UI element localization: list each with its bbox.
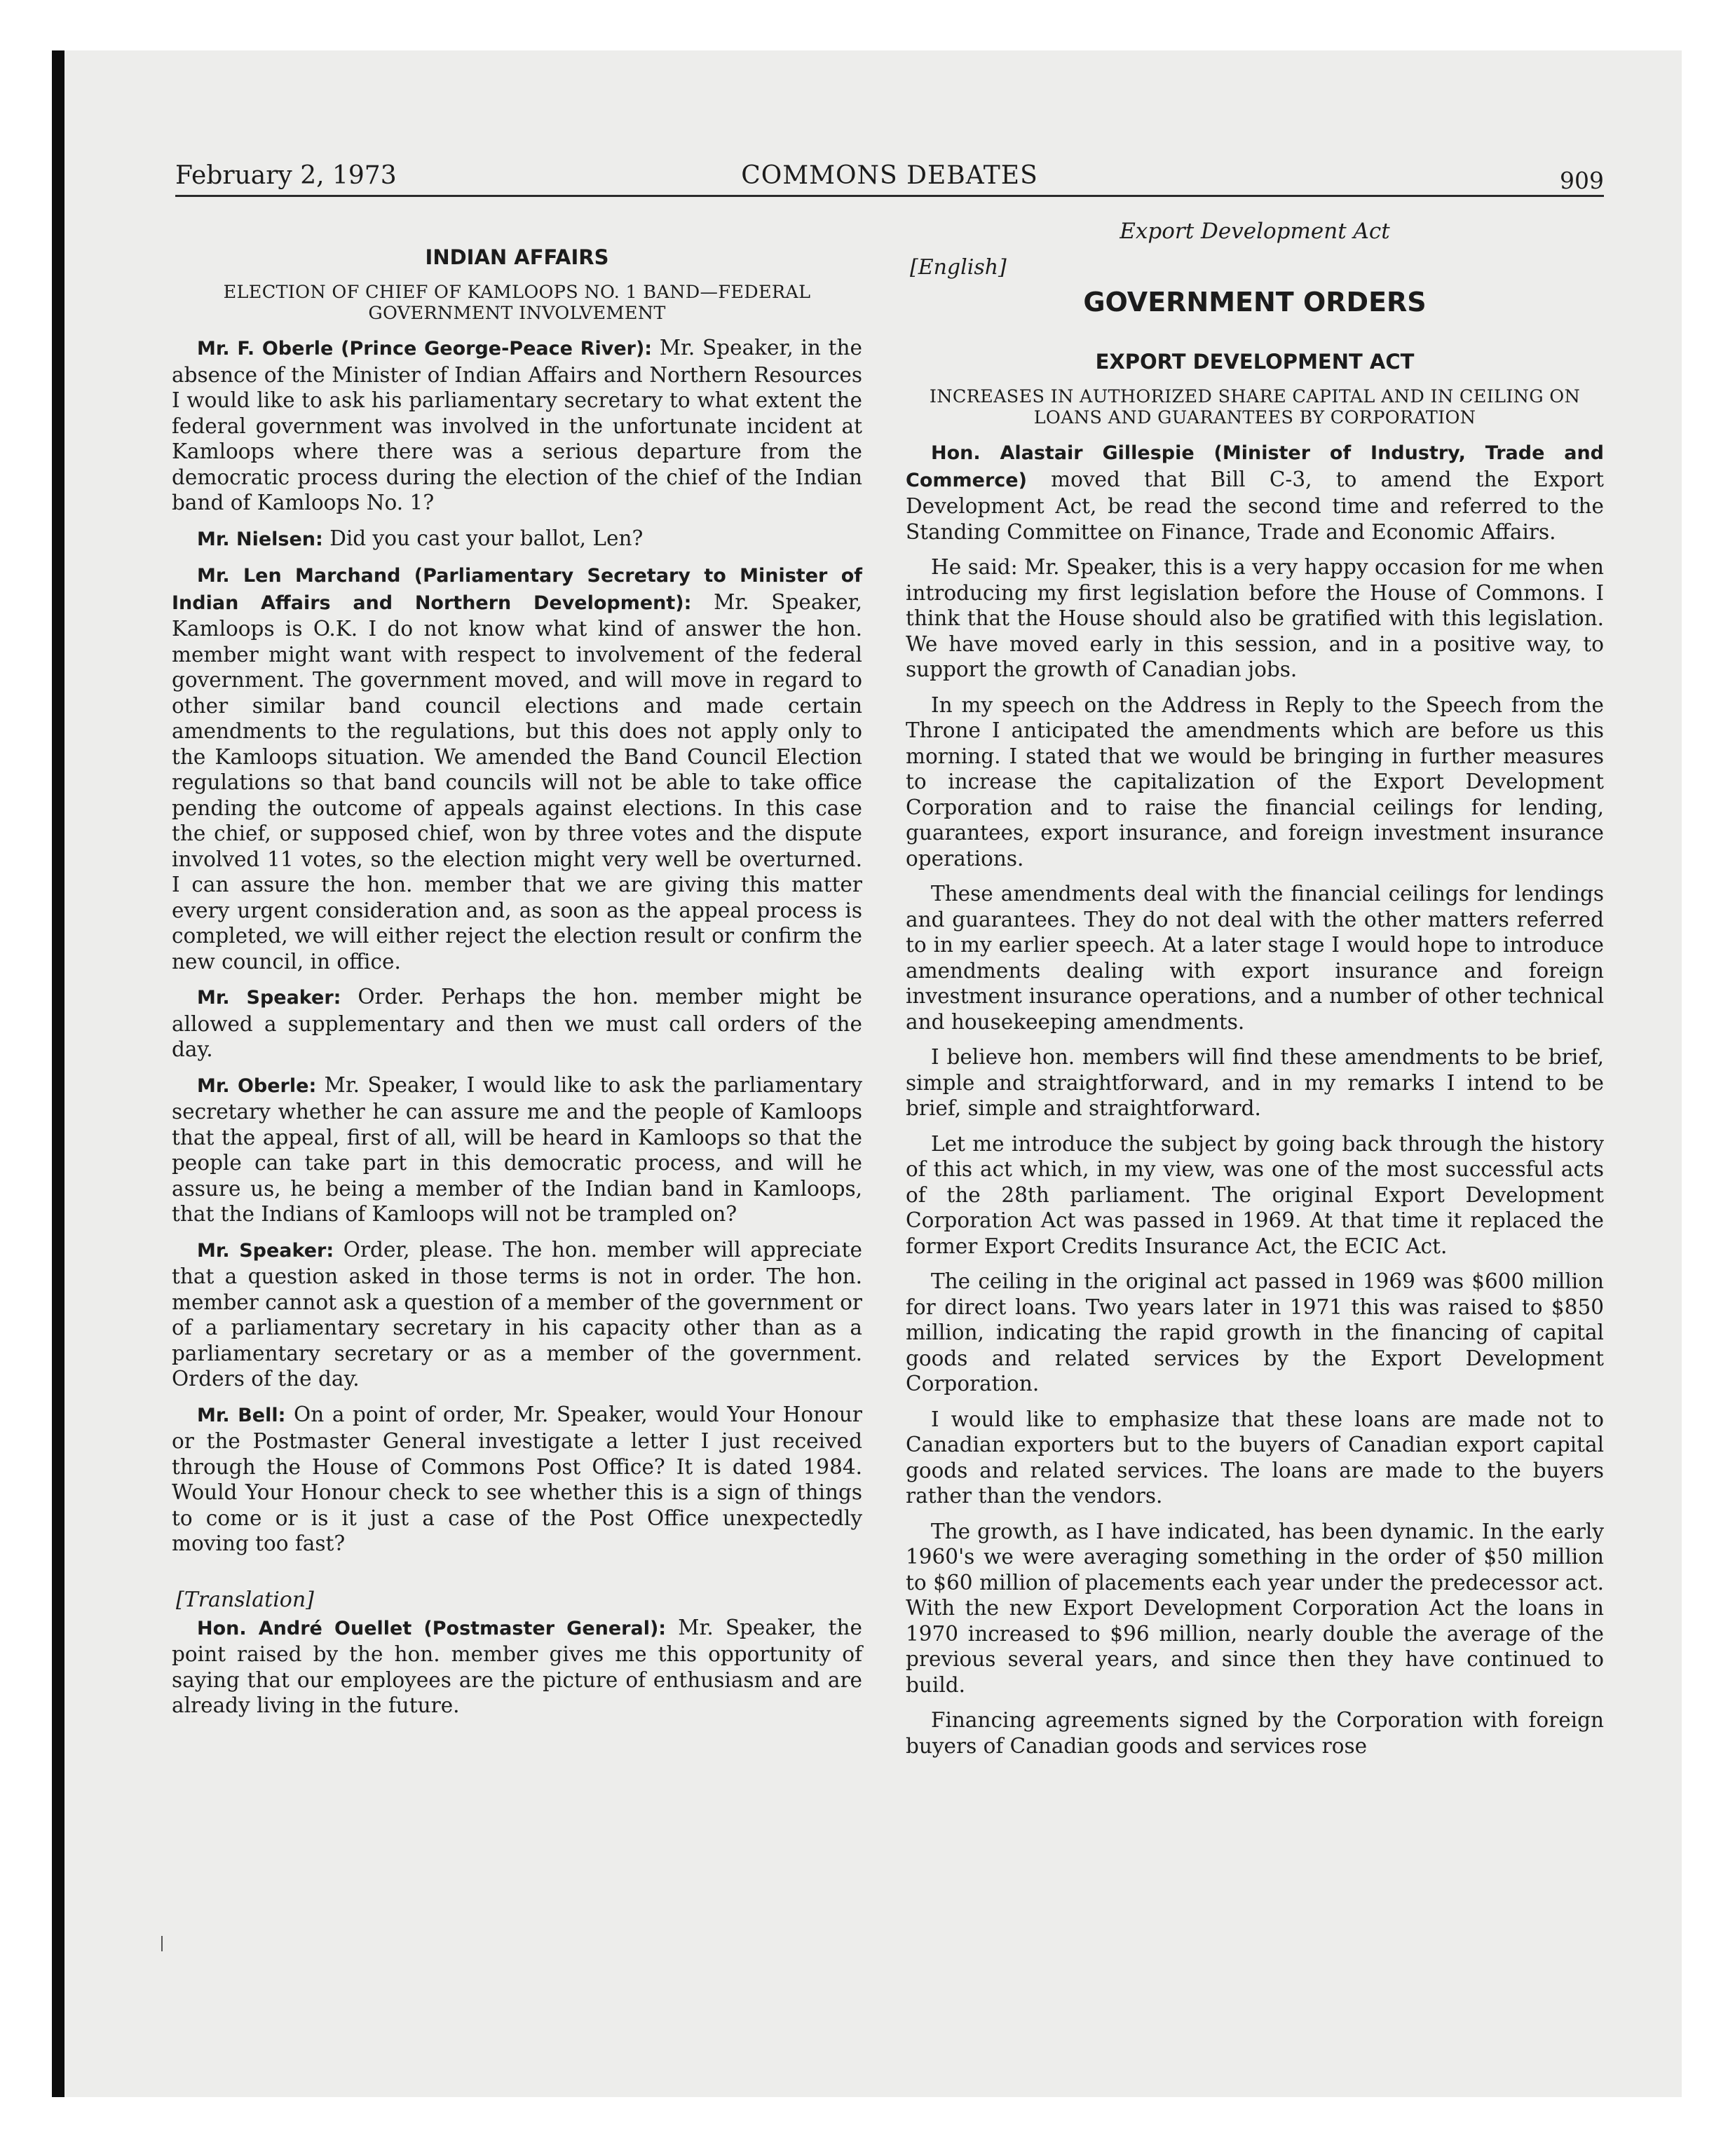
subheading-share-capital: INCREASES IN AUTHORIZED SHARE CAPITAL AND IN CEILING ON LOANS AND GUARANTEES BY CORPORATION [929,386,1581,428]
speech-text: Mr. Speaker, in the absence of the Minister of Indian Affairs and Northern Resources I would like to ask his parliamentary secretary to what extent the federal government was involved in the unfortunate incident at Kamloops where there was a serious departure from the democratic process during the election of the chief of the Indian band of Kamloops No. 1? [172,336,862,514]
scan-edge-bar [52,50,64,2097]
speech-paragraph: Let me introduce the subject by going back through the history of this act which, in my view, was one of the most successful acts of the 28th parliament. The original Export Development Corporation Act was passed in 1969. At that time it replaced the former Export Credits Insurance Act, the ECIC Act. [906,1131,1604,1258]
speech-paragraph [172,1237,862,1392]
speech-text: Mr. Speaker, Kamloops is O.K. I do not know what kind of answer the hon. member might want with respect to involvement of the federal government. The government moved, and will move in regard to other similar band council elections and made certain amendments to the regulations, but this does not apply only to the Kamloops situation. We amended the Band Council Election regulations so that band councils will not be able to take office pending the outcome of appeals against elections. In this case the chief, or supposed chief, won by three votes and the dispute involved 11 votes, so the election might very well be overturned. I can assure the hon. member that we are giving this matter every urgent consideration and, as soon as the appeal process is completed, we will either reject the election result or confirm the new council, in office. [172,589,862,974]
speech-paragraph [172,562,862,974]
speech-text: moved that Bill C-3, to amend the Export Development Act, be read the second time and referred to the Standing Committee on Finance, Trade and Economic Affairs. [906,467,1604,544]
speaker-name: Mr. Bell: [197,1404,286,1426]
page-header [175,161,1604,195]
speaker-name: Mr. Speaker: [197,987,341,1009]
speaker-name: Mr. Nielsen: [197,528,323,550]
header-rule [175,195,1604,197]
speech-text: Mr. Speaker, I would like to ask the parliamentary secretary whether he can assure me and the people of Kamloops that the appeal, first of all, will be heard in Kamloops so that the people can take part in this democratic process, and will he assure us, he being a member of the Indian band in Kamloops, that the Indians of Kamloops will not be trampled on? [172,1072,863,1226]
right-column [906,219,1604,1768]
page-number: 909 [1560,167,1604,194]
language-label: [English] [910,255,1007,280]
speech-paragraph: He said: Mr. Speaker, this is a very happy occasion for me when introducing my first legislation before the House of Commons. I think that the House should also be gratified with this legislation. We have moved early in this session, and in a positive way, to support the growth of Canadian jobs. [906,555,1604,681]
speech-paragraph [172,1615,862,1719]
stray-margin-mark [161,1936,163,1951]
speech-paragraph [172,335,862,516]
speech-paragraph: I would like to emphasize that these loans are made not to Canadian exporters but to the buyers of Canadian export capital goods and related services. The loans are made to the buyers rather than the vendors. [906,1407,1604,1508]
speech-paragraph [906,439,1604,545]
subheading-kamloops-election: ELECTION OF CHIEF OF KAMLOOPS NO. 1 BAND—FEDERAL GOVERNMENT INVOLVEMENT [223,282,811,324]
running-head: Export Development Act [1120,219,1390,244]
speech-paragraph: These amendments deal with the financial ceilings for lendings and guarantees. They do not deal with the other matters referred to in my earlier speech. At a later stage I would hope to introduce amendments dealing with export insurance and foreign investment insurance operations, and a number of other technical and housekeeping amendments. [906,882,1604,1034]
speaker-name: Mr. Speaker: [197,1239,334,1262]
section-heading-indian-affairs: INDIAN AFFAIRS [425,245,609,269]
speech-paragraph [172,984,862,1063]
speaker-name: Mr. F. Oberle (Prince George-Peace River): [197,338,653,360]
speech-text: Order, please. The hon. member will appreciate that a question asked in those terms is not in order. The hon. member cannot ask a question of a member of the government or of a parliamentary secretary in his capacity other than as a parliamentary secretary or as a member of the government. Orders of the day. [172,1237,862,1391]
speech-text: On a point of order, Mr. Speaker, would Your Honour or the Postmaster General investigate a letter I just received through the House of Commons Post Office? It is dated 1984. Would Your Honour check to see whether this is a sign of things to come or is it just a case of the Post Office unexpectedly moving too fast? [172,1402,862,1555]
part-heading-government-orders: GOVERNMENT ORDERS [1083,287,1427,318]
speech-paragraph: The ceiling in the original act passed in 1969 was $600 million for direct loans. Two years later in 1971 this was raised to $850 million, indicating the rapid growth in the financing of capital goods and related services by the Export Development Corporation. [906,1269,1604,1396]
speech-paragraph [172,1072,862,1227]
speech-paragraph: I believe hon. members will find these amendments to be brief, simple and straightforward, and in my remarks I intend to be brief, simple and straightforward. [906,1045,1604,1120]
speech-paragraph: Financing agreements signed by the Corporation with foreign buyers of Canadian goods and services rose [906,1708,1604,1758]
speech-paragraph [172,1402,862,1557]
speech-text: Did you cast your ballot, Len? [322,526,644,550]
left-column [172,219,862,1728]
speaker-name: Hon. André Ouellet (Postmaster General): [197,1617,667,1639]
speech-paragraph: In my speech on the Address in Reply to the Speech from the Throne I anticipated the amendments which are before us this morning. I stated that we would be bringing in further measures to increase the capitalization of the Export Development Corporation and to raise the financial ceilings for lending, guarantees, export insurance, and foreign investment insurance operations. [906,692,1604,871]
header-date: February 2, 1973 [175,161,397,190]
translation-label: [Translation] [176,1587,314,1612]
speech-text: Order. Perhaps the hon. member might be allowed a supplementary and then we must call orders of the day. [172,985,862,1061]
speaker-name: Mr. Len Marchand (Parliamentary Secretary to Minister of Indian Affairs and Northern Development): [172,565,862,614]
section-heading-export-development-act: EXPORT DEVELOPMENT ACT [1095,350,1415,374]
speech-paragraph [172,526,862,553]
speaker-name: Mr. Oberle: [197,1074,317,1097]
left-top-spacer [172,219,862,245]
speech-paragraph: The growth, as I have indicated, has been dynamic. In the early 1960's we were averaging something in the order of $50 million to $60 million of placements each year under the predecessor act. With the new Export Development Corporation Act the loans in 1970 increased to $96 million, nearly double the average of the previous several years, and since then they have continued to build. [906,1519,1604,1697]
speaker-name: Hon. Alastair Gillespie (Minister of Industry, Trade and Commerce) [906,442,1604,491]
speech-text: Mr. Speaker, the point raised by the hon. member gives me this opportunity of saying that our employees are the picture of enthusiasm and are already living in the future. [172,1615,862,1717]
header-title: COMMONS DEBATES [741,161,1038,190]
